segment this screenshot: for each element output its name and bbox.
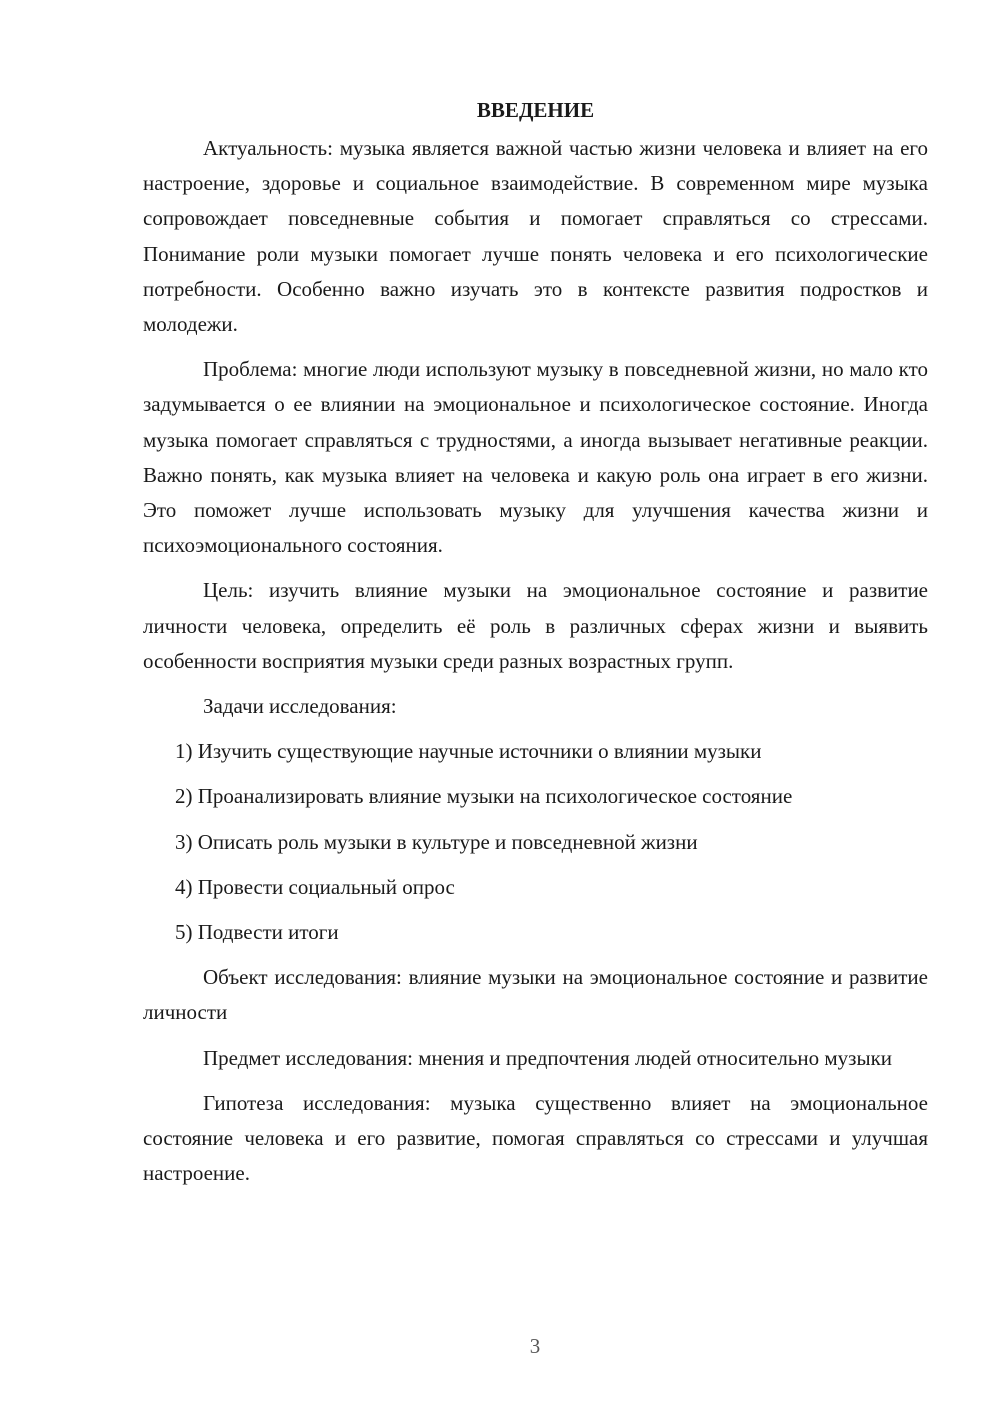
page-number: 3 xyxy=(529,1334,541,1358)
list-item: 3) Описать роль музыки в культуре и повседневной жизни xyxy=(175,829,698,854)
list-item: 2) Проанализировать влияние музыки на психологическое состояние xyxy=(175,784,793,809)
paragraph-problem: Проблема: многие люди используют музыку в повседневной жизни, но мало кто задумывается о ее влиянии на эмоциональное и психологическое состояние. Иногда музыка помогает справляться с трудностями, а иногда вызывает негативные реакции. Важно понять, как музыка влияет на человека и какую роль она играет в его жизни. Это поможет лучше использовать музыку для улучшения качества жизни и психоэмоционального состояния. xyxy=(143,357,928,558)
tasks-list xyxy=(143,734,928,950)
list-item: 5) Подвести итоги xyxy=(175,920,339,945)
list-item: 4) Провести социальный опрос xyxy=(175,874,455,899)
list-item: 1) Изучить существующие научные источники о влиянии музыки xyxy=(175,739,762,764)
paragraph-goal: Цель: изучить влияние музыки на эмоциональное состояние и развитие личности человека, определить её роль в различных сферах жизни и выявить особенности восприятия музыки среди разных возрастных групп. xyxy=(143,578,928,673)
paragraph-relevance: Актуальность: музыка является важной частью жизни человека и влияет на его настроение, здоровье и социальное взаимодействие. В современном мире музыка сопровождает повседневные события и помогает справляться со стрессами. Понимание роли музыки помогает лучше понять человека и его психологические потребности. Особенно важно изучать это в контексте развития подростков и молодежи. xyxy=(143,136,928,337)
paragraph-object: Объект исследования: влияние музыки на эмоциональное состояние и развитие личности xyxy=(143,965,928,1025)
tasks-heading: Задачи исследования: xyxy=(203,694,397,719)
page-title: ВВЕДЕНИЕ xyxy=(476,98,595,122)
paragraph-subject: Предмет исследования: мнения и предпочтения людей относительно музыки xyxy=(203,1045,893,1070)
paragraph-hypothesis: Гипотеза исследования: музыка существенно влияет на эмоциональное состояние человека и его развитие, помогая справляться со стрессами и улучшая настроение. xyxy=(143,1090,928,1186)
page-content xyxy=(143,95,928,1201)
